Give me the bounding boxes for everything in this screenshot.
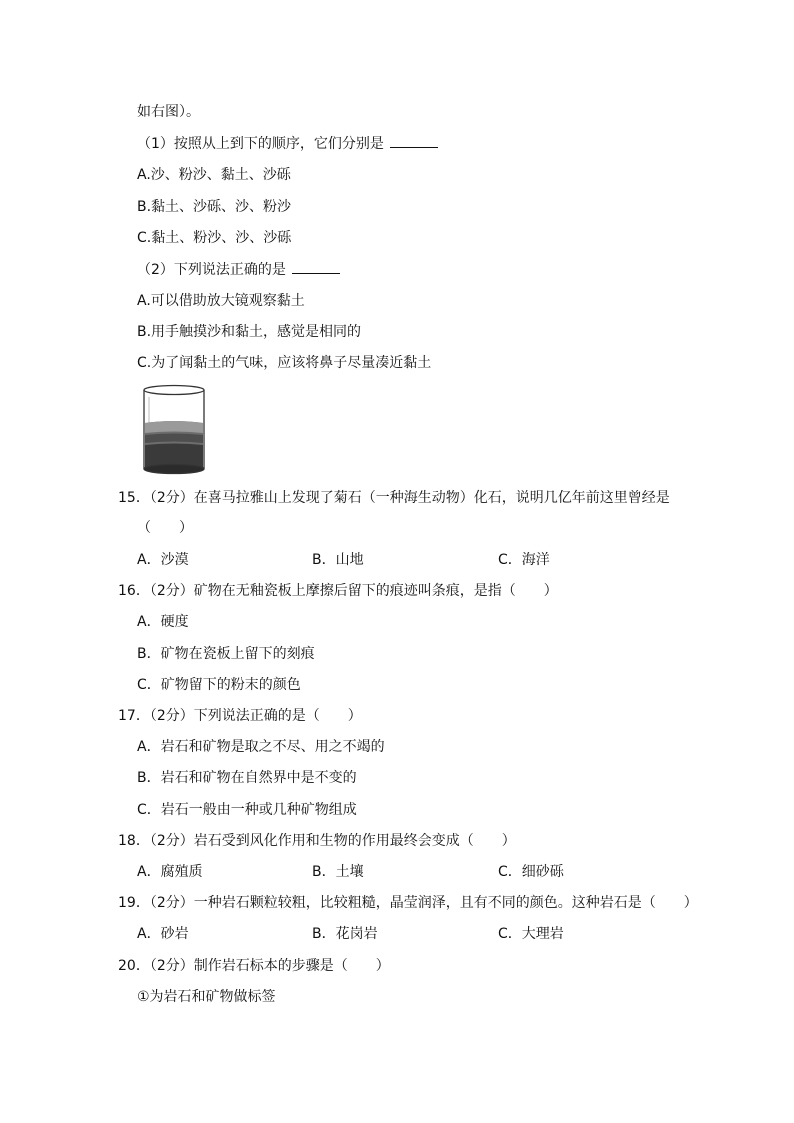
question-17-option-b: B．岩石和矿物在自然界中是不变的 (137, 770, 357, 786)
question-18-stem: 18．（2分）岩石受到风化作用和生物的作用最终会变成（ ） (118, 833, 516, 849)
question-16-option-b: B．矿物在瓷板上留下的刻痕 (137, 646, 315, 662)
subquestion-2-stem (137, 261, 340, 279)
subquestion-2-option-c: C.为了闻黏土的气味，应该将鼻子尽量凑近黏土 (137, 355, 432, 371)
question-19-option-b: B．花岗岩 (312, 926, 378, 942)
subquestion-2-option-a: A.可以借助放大镜观察黏土 (137, 293, 305, 309)
question-20-step-1: ①为岩石和矿物做标签 (137, 989, 276, 1005)
question-20-stem: 20．（2分）制作岩石标本的步骤是（ ） (118, 958, 390, 974)
question-15-stem: 15．（2分）在喜马拉雅山上发现了菊石（一种海生动物）化石，说明几亿年前这里曾经是 (118, 490, 670, 506)
answer-blank[interactable] (292, 261, 340, 274)
question-15-option-c: C．海洋 (498, 552, 550, 568)
question-17-option-a: A．岩石和矿物是取之不尽、用之不竭的 (137, 739, 385, 755)
question-19-option-c: C．大理岩 (498, 926, 564, 942)
sediment-beaker-image (140, 383, 208, 477)
question-16-option-a: A．硬度 (137, 614, 189, 630)
question-16-stem: 16．（2分）矿物在无釉瓷板上摩擦后留下的痕迹叫条痕，是指（ ） (118, 583, 558, 599)
question-continuation: 如右图）。 (137, 104, 200, 120)
subquestion-1-option-a: A.沙、粉沙、黏土、沙砾 (137, 167, 291, 183)
subquestion-1-option-c: C.黏土、粉沙、沙、沙砾 (137, 230, 292, 246)
question-16-option-c: C．矿物留下的粉末的颜色 (137, 677, 301, 693)
subquestion-1-stem (137, 135, 438, 153)
question-17-stem: 17．（2分）下列说法正确的是（ ） (118, 708, 362, 724)
subquestion-1-text: （1）按照从上到下的顺序，它们分别是 (137, 136, 384, 152)
question-15-option-b: B．山地 (312, 552, 364, 568)
question-18-option-b: B．土壤 (312, 864, 364, 880)
question-18-option-c: C．细砂砾 (498, 864, 564, 880)
subquestion-1-option-b: B.黏土、沙砾、沙、粉沙 (137, 199, 292, 215)
question-19-stem: 19．（2分）一种岩石颗粒较粗，比较粗糙，晶莹润泽，且有不同的颜色。这种岩石是（ ） (118, 895, 698, 911)
answer-blank[interactable] (390, 135, 438, 148)
question-18-option-a: A．腐殖质 (137, 864, 203, 880)
question-19-option-a: A．砂岩 (137, 926, 189, 942)
question-15-stem-cont: （ ） (137, 520, 193, 536)
question-17-option-c: C．岩石一般由一种或几种矿物组成 (137, 802, 357, 818)
question-15-option-a: A．沙漠 (137, 552, 189, 568)
subquestion-2-text: （2）下列说法正确的是 (137, 262, 286, 278)
subquestion-2-option-b: B.用手触摸沙和黏土，感觉是相同的 (137, 324, 362, 340)
